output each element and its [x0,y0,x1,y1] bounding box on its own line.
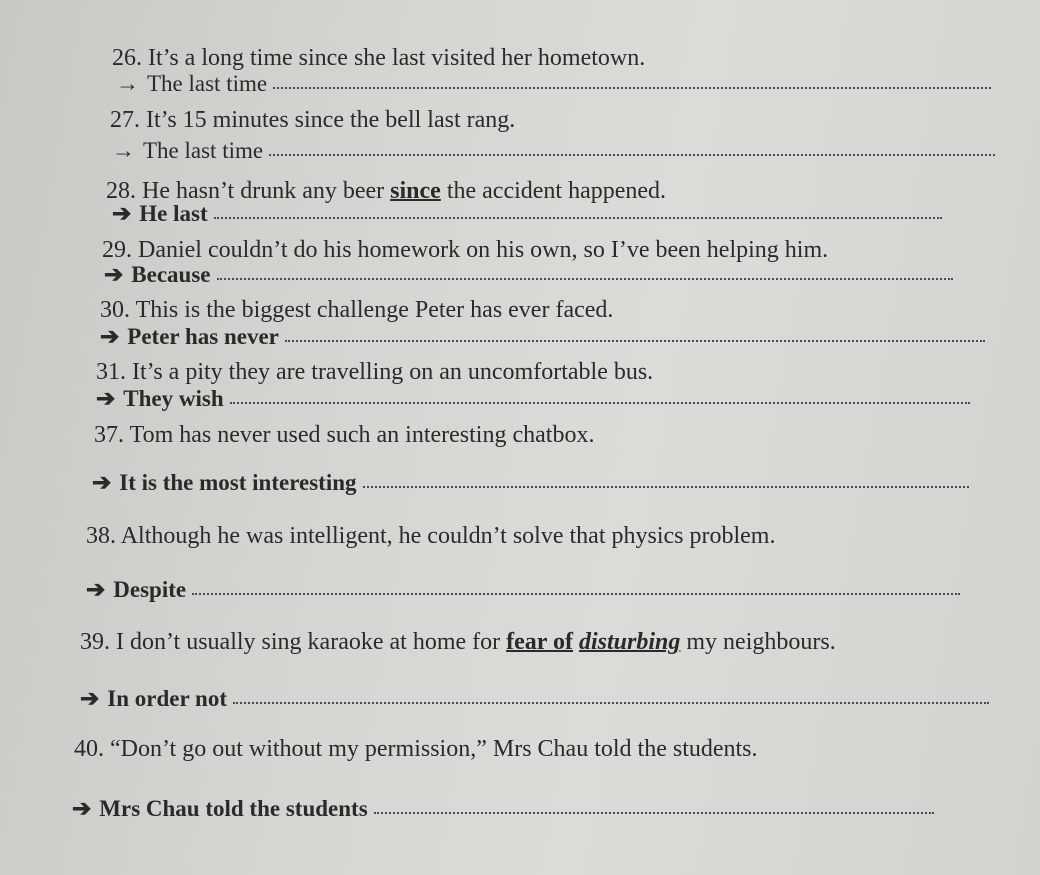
answer-line-31 [96,385,970,413]
question-31 [96,358,653,386]
answer-blank[interactable] [214,203,942,219]
arrow-icon: ➔ [112,201,132,226]
answer-blank[interactable] [233,688,989,704]
answer-line-28 [112,200,942,228]
question-text-before: He hasn’t drunk any beer [142,178,391,204]
answer-line-29 [104,261,953,289]
answer-prompt: The last time [147,71,268,96]
question-number: 29. [102,237,132,263]
answer-blank[interactable] [285,326,985,342]
answer-prompt: Because [131,262,211,287]
question-number: 38. [86,523,116,549]
question-39 [80,628,836,656]
answer-prompt: Mrs Chau told the students [99,796,368,821]
underlined-phrase: fear of [506,629,573,655]
question-text: It’s a pity they are travelling on an uncomfortable bus. [132,359,654,385]
question-text: “Don’t go out without my permission,” Mrs Chau told the students. [110,736,758,762]
question-text-after: my neighbours. [680,629,836,655]
question-text: Daniel couldn’t do his homework on his own, so I’ve been helping him. [138,237,829,263]
answer-blank[interactable] [230,388,970,404]
arrow-icon: ➔ [86,577,106,602]
answer-line-40 [72,795,934,823]
answer-line-30 [100,323,985,351]
question-number: 40. [74,736,104,762]
arrow-icon: ➔ [72,796,92,821]
answer-blank[interactable] [269,140,995,156]
answer-prompt: It is the most interesting [119,470,357,495]
answer-line-27 [112,137,995,165]
question-number: 28. [106,178,136,204]
answer-blank[interactable] [217,264,953,280]
question-38 [86,522,775,550]
answer-blank[interactable] [273,73,991,89]
answer-line-39 [80,685,989,713]
question-26 [112,44,645,72]
answer-blank[interactable] [363,472,969,488]
answer-line-37 [92,469,969,497]
question-text: It’s 15 minutes since the bell last rang. [146,107,516,133]
arrow-icon: → [116,71,139,96]
question-number: 27. [110,107,140,133]
answer-blank[interactable] [192,579,960,595]
underlined-italic-word: disturbing [579,629,681,655]
question-text-after: the accident happened. [440,178,667,204]
arrow-icon: ➔ [96,386,116,411]
underlined-word: since [390,178,441,204]
arrow-icon: → [112,138,135,163]
question-text: It’s a long time since she last visited her hometown. [148,45,646,71]
question-text: This is the biggest challenge Peter has ever faced. [135,297,614,323]
question-40 [74,735,758,763]
question-number: 30. [100,297,130,323]
answer-prompt: Peter has never [127,324,279,349]
arrow-icon: ➔ [92,470,112,495]
arrow-icon: ➔ [80,686,100,711]
answer-line-26 [116,70,991,98]
question-text: Tom has never used such an interesting chatbox. [129,422,595,448]
question-number: 37. [94,422,124,448]
question-text: Although he was intelligent, he couldn’t solve that physics problem. [120,523,776,549]
answer-blank[interactable] [374,798,934,814]
question-27 [110,106,515,134]
answer-prompt: In order not [107,686,227,711]
question-text-before: I don’t usually sing karaoke at home for [116,629,507,655]
question-number: 31. [96,359,126,385]
answer-prompt: He last [139,201,208,226]
question-29 [102,236,828,264]
arrow-icon: ➔ [104,262,124,287]
answer-prompt: Despite [113,577,187,602]
question-number: 39. [80,629,110,655]
answer-prompt: The last time [143,138,264,163]
answer-prompt: They wish [123,386,224,411]
question-37 [94,421,594,449]
question-number: 26. [112,45,142,71]
arrow-icon: ➔ [100,324,120,349]
answer-line-38 [86,576,960,604]
question-30 [100,296,613,324]
